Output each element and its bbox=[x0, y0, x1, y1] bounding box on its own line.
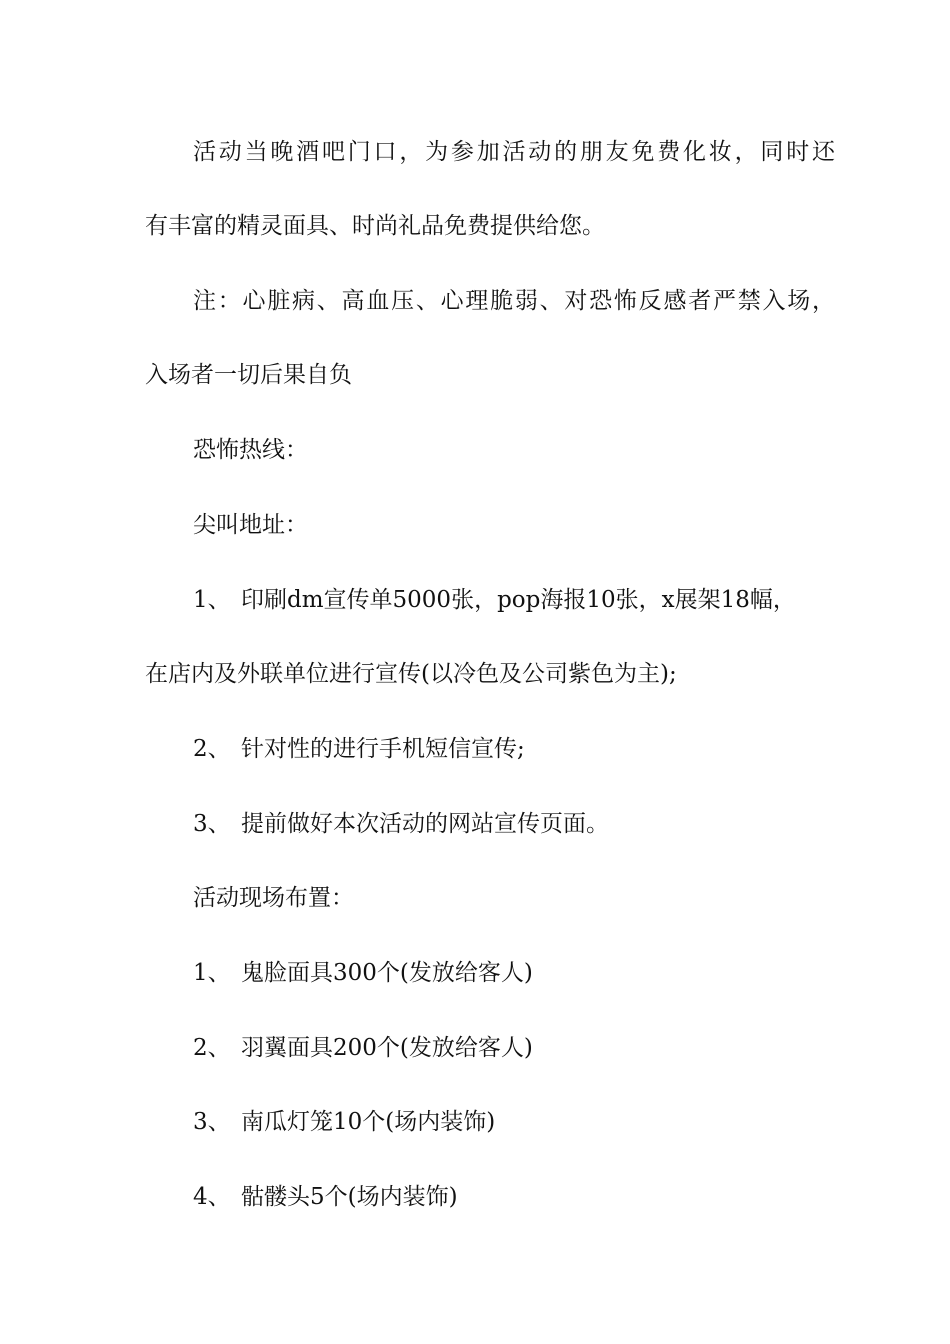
setup-item-1 bbox=[193, 955, 835, 991]
venue-setup-heading: 活动现场布置： bbox=[193, 885, 354, 911]
list-item-text: 鬼脸面具300个(发放给客人) bbox=[241, 960, 533, 986]
paragraph-line-2: 有丰富的精灵面具、时尚礼品免费提供给您。 bbox=[145, 213, 605, 239]
list-number: 1、 bbox=[193, 960, 231, 986]
promo-item-1-continued: 在店内及外联单位进行宣传(以冷色及公司紫色为主); bbox=[145, 661, 677, 687]
list-number: 3、 bbox=[193, 1109, 231, 1135]
note-line-2: 入场者一切后果自负 bbox=[145, 362, 352, 388]
setup-item-4 bbox=[193, 1179, 835, 1215]
list-number: 1、 bbox=[193, 587, 231, 613]
paragraph-line-1: 活动当晚酒吧门口，为参加活动的朋友免费化妆，同时还 bbox=[193, 139, 835, 165]
list-item-text: 羽翼面具200个(发放给客人) bbox=[241, 1035, 533, 1061]
setup-item-3 bbox=[193, 1104, 835, 1140]
promo-item-2 bbox=[193, 731, 835, 767]
list-item-text: 印刷dm宣传单5000张，pop海报10张，x展架18幅， bbox=[241, 587, 796, 613]
list-number: 2、 bbox=[193, 736, 231, 762]
hotline-label: 恐怖热线： bbox=[193, 437, 308, 463]
note-line-1: 注：心脏病、高血压、心理脆弱、对恐怖反感者严禁入场， bbox=[193, 288, 835, 314]
list-number: 3、 bbox=[193, 811, 231, 837]
promo-item-1 bbox=[193, 582, 835, 618]
list-number: 2、 bbox=[193, 1035, 231, 1061]
list-item-text: 提前做好本次活动的网站宣传页面。 bbox=[241, 811, 609, 837]
list-item-text: 南瓜灯笼10个(场内装饰) bbox=[241, 1109, 496, 1135]
list-item-text: 骷髅头5个(场内装饰) bbox=[241, 1184, 458, 1210]
address-label: 尖叫地址： bbox=[193, 512, 308, 538]
promo-item-3 bbox=[193, 806, 835, 842]
setup-item-2 bbox=[193, 1030, 835, 1066]
list-number: 4、 bbox=[193, 1184, 231, 1210]
list-item-text: 针对性的进行手机短信宣传; bbox=[241, 736, 525, 762]
